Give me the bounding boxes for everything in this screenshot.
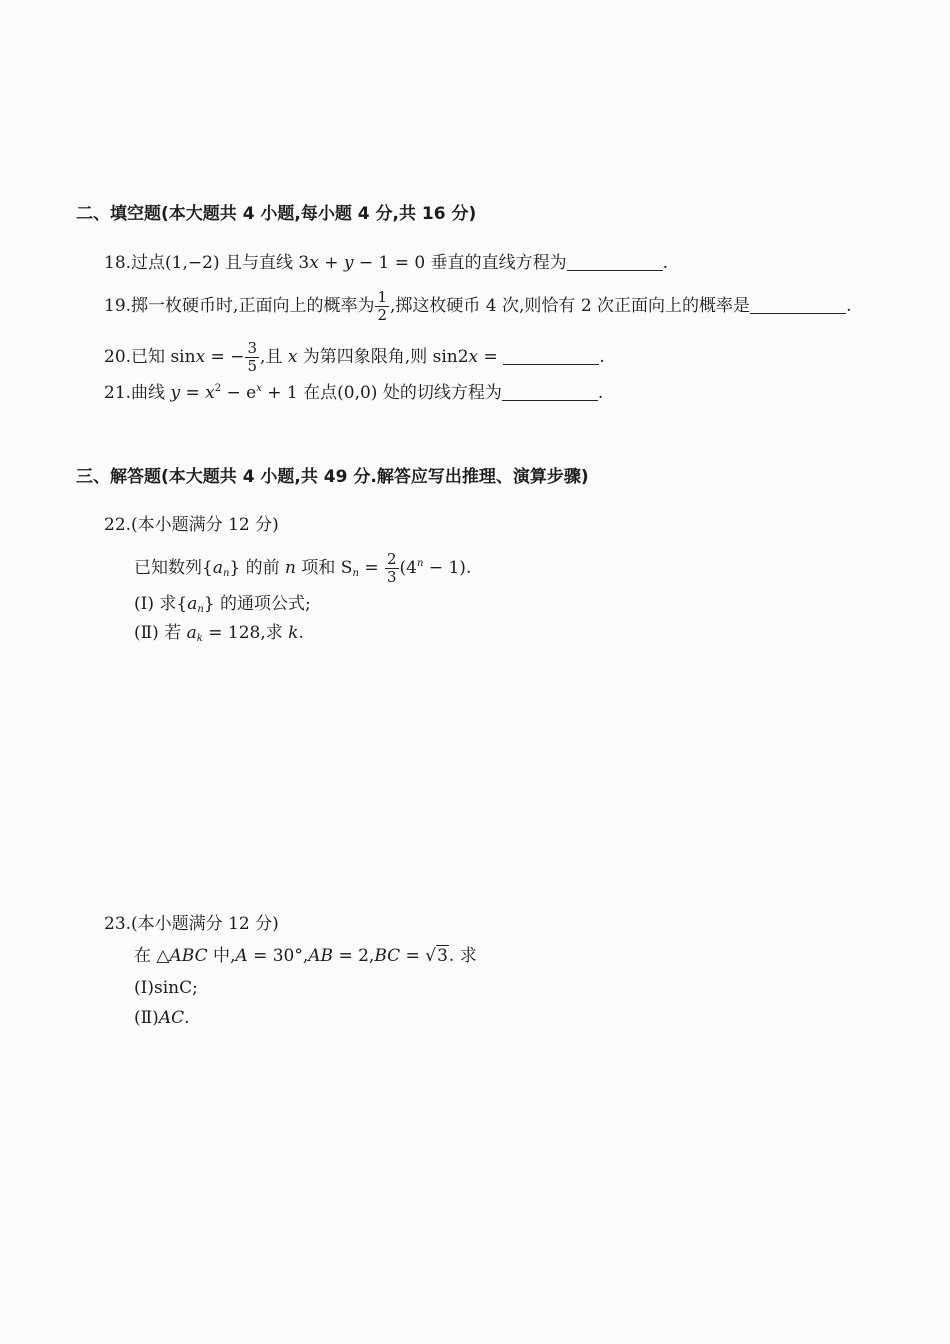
question-text: ,掷这枚硬币 4 次,则恰有 2 次正面向上的概率是: [390, 296, 751, 316]
question-text: ,且: [260, 347, 288, 367]
question-23-title: 23.(本小题满分 12 分): [104, 914, 279, 934]
question-text: =: [400, 946, 426, 966]
question-19: [104, 289, 851, 324]
question-23-stem: [134, 945, 477, 967]
question-text: − e: [221, 383, 257, 403]
question-23-part-2: [134, 1007, 190, 1029]
math-var: a: [187, 594, 198, 614]
question-text: } 的前: [229, 558, 286, 578]
question-text: +: [318, 253, 344, 273]
math-var: y: [170, 383, 181, 403]
exponent: 2: [214, 383, 222, 394]
question-text: (4: [399, 558, 417, 578]
punctuation: .: [599, 347, 605, 367]
fraction-denominator: 5: [247, 357, 257, 375]
question-number: 18.: [104, 253, 132, 273]
question-22-part-2: [134, 622, 304, 644]
fraction: [245, 340, 259, 375]
section-3-heading: 三、解答题(本大题共 4 小题,共 49 分.解答应写出推理、演算步骤): [76, 467, 589, 487]
answer-blank[interactable]: [502, 384, 598, 401]
math-var: x: [309, 253, 319, 273]
question-text: } 的通项公式;: [203, 594, 311, 614]
punctuation: .: [846, 296, 852, 316]
math-var: A: [235, 946, 248, 966]
punctuation: .: [662, 253, 669, 273]
radicand: 3: [437, 946, 448, 966]
question-text: 曲线: [131, 383, 171, 403]
math-var: y: [343, 253, 354, 273]
subscript: n: [222, 568, 230, 579]
question-text: . 求: [448, 946, 477, 966]
math-var: a: [212, 558, 223, 578]
question-text: =: [478, 347, 504, 367]
question-text: (Ⅰ) 求{: [134, 594, 188, 614]
question-20: [104, 340, 605, 375]
question-text: 已知 sin: [131, 347, 196, 367]
math-var: x: [205, 383, 215, 403]
punctuation: .: [184, 1008, 190, 1028]
question-text: 为第四象限角,则 sin2: [297, 347, 469, 367]
math-var: ABC: [169, 946, 208, 966]
question-text: 中,: [207, 946, 236, 966]
question-22-title: 22.(本小题满分 12 分): [104, 515, 279, 535]
question-text: = −: [205, 347, 245, 367]
fraction: [385, 551, 399, 586]
question-23-part-1: (Ⅰ)sinC;: [134, 978, 198, 998]
fraction-numerator: 1: [377, 288, 387, 306]
math-var: k: [288, 623, 299, 643]
question-text: − 1).: [423, 558, 472, 578]
fraction-denominator: 2: [377, 306, 387, 324]
question-text: 项和 S: [296, 558, 353, 578]
radical-sign: √: [425, 946, 437, 966]
answer-blank[interactable]: [503, 348, 599, 365]
math-var: AC: [158, 1008, 185, 1028]
question-number: 19.: [104, 296, 132, 316]
exponent: n: [416, 558, 424, 569]
question-text: 掷一枚硬币时,正面向上的概率为: [131, 296, 375, 316]
question-text: = 2,: [333, 946, 375, 966]
question-text: − 1 = 0 垂直的直线方程为: [353, 253, 567, 273]
fraction-numerator: 2: [386, 550, 397, 568]
fraction-denominator: 3: [386, 568, 397, 586]
question-text: 过点(1,−2) 且与直线 3: [131, 253, 310, 273]
fraction: [375, 289, 389, 324]
question-22-part-1: [134, 593, 311, 615]
question-text: = 30°,: [247, 946, 309, 966]
math-var: BC: [374, 946, 401, 966]
math-var: n: [285, 558, 296, 578]
answer-blank[interactable]: [567, 254, 663, 271]
question-text: + 1 在点(0,0) 处的切线方程为: [261, 383, 502, 403]
question-text: =: [358, 558, 384, 578]
punctuation: .: [597, 383, 604, 403]
fraction-numerator: 3: [247, 339, 257, 357]
question-text: (Ⅱ) 若: [134, 623, 187, 643]
question-number: 20.: [104, 347, 132, 367]
subscript: n: [352, 568, 359, 579]
question-text: 已知数列{: [134, 558, 213, 578]
punctuation: .: [298, 623, 304, 643]
question-21: [104, 382, 603, 404]
math-var: AB: [308, 946, 334, 966]
question-text: 在 △: [134, 946, 170, 966]
question-text: = 128,求: [202, 623, 289, 643]
math-var: a: [186, 623, 197, 643]
answer-blank[interactable]: [750, 297, 846, 314]
exponent: x: [256, 383, 262, 394]
subscript: n: [197, 604, 204, 615]
math-var: x: [468, 347, 479, 367]
math-var: x: [195, 347, 206, 367]
subscript: k: [196, 633, 203, 644]
question-22-stem: [134, 551, 471, 586]
square-root: [425, 945, 449, 967]
math-var: x: [287, 347, 298, 367]
section-2-heading: 二、填空题(本大题共 4 小题,每小题 4 分,共 16 分): [76, 204, 477, 224]
question-number: 21.: [104, 383, 132, 403]
question-18: [104, 252, 668, 274]
question-text: =: [180, 383, 206, 403]
question-text: (Ⅱ): [134, 1008, 159, 1028]
